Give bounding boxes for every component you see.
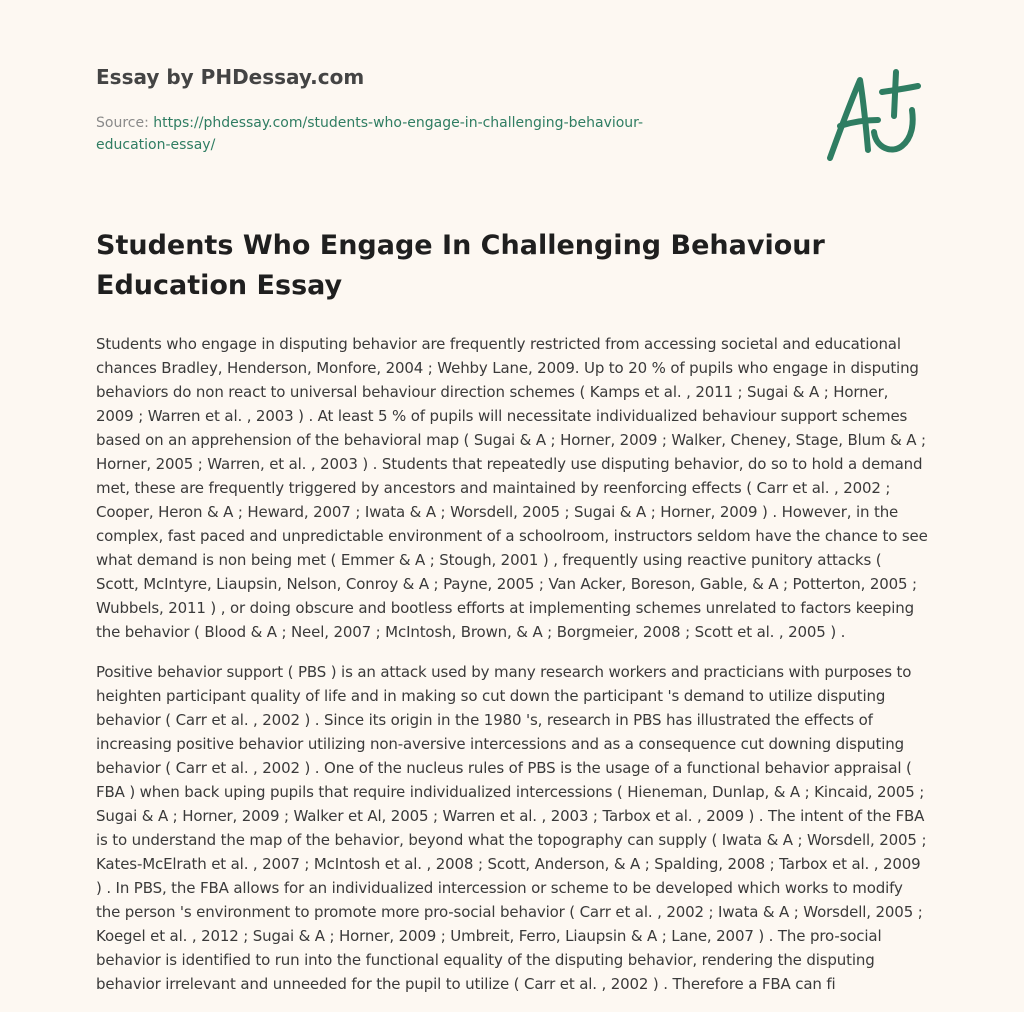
- article-paragraph: Positive behavior support ( PBS ) is an attack used by many research workers and practicians with purposes to heighten participant quality of life and in making so cut down the participant 's demand to utilize disputing behavior ( Carr et al. , 2002 ) . Since its origin in the 1980 's, research in PBS has illustrated the effects of increasing positive behavior utilizing non-aversive intercessions and as a consequence cut downing disputing behavior ( Carr et al. , 2002 ) . One of the nucleus rules of PBS is the usage of a functional behavior appraisal ( FBA ) when back uping pupils that require individualized intercessions ( Hieneman, Dunlap, & A ; Kincaid, 2005 ; Sugai & A ; Horner, 2009 ; Walker et Al, 2005 ; Warren et al. , 2003 ; Tarbox et al. , 2009 ) . The intent of the FBA is to understand the map of the behavior, beyond what the topography can supply ( Iwata & A ; Worsdell, 2005 ; Kates-McElrath et al. , 2007 ; McIntosh et al. , 2008 ; Scott, Anderson, & A ; Spalding, 2008 ; Tarbox et al. , 2009 ) . In PBS, the FBA allows for an individualized intercession or scheme to be developed which works to modify the person 's environment to promote more pro-social behavior ( Carr et al. , 2002 ; Iwata & A ; Worsdell, 2005 ; Koegel et al. , 2012 ; Sugai & A ; Horner, 2009 ; Umbreit, Ferro, Liaupsin & A ; Lane, 2007 ) . The pro-social behavior is identified to run into the functional equality of the disputing behavior, rendering the disputing behavior irrelevant and unneeded for the pupil to utilize ( Carr et al. , 2002 ) . Therefore a FBA can fi: [96, 663, 927, 993]
- page-header: [96, 64, 716, 156]
- source-link[interactable]: https://phdessay.com/students-who-engage-in-challenging-behaviour-education-essay/: [96, 115, 644, 153]
- site-title: Essay by PHDessay.com: [96, 65, 365, 89]
- a-plus-grade-icon: [822, 66, 932, 166]
- source-label: Source:: [96, 115, 149, 131]
- source-line: [96, 112, 716, 156]
- article-title: Students Who Engage In Challenging Behaviour Education Essay: [96, 230, 825, 301]
- article-paragraph: Students who engage in disputing behavior are frequently restricted from accessing societal and educational chances Bradley, Henderson, Monfore, 2004 ; Wehby Lane, 2009. Up to 20 % of pupils who engage in disputing behaviors do non react to universal behaviour direction schemes ( Kamps et al. , 2011 ; Sugai & A ; Horner, 2009 ; Warren et al. , 2003 ) . At least 5 % of pupils will necessitate individualized behaviour support schemes based on an apprehension of the behavioral map ( Sugai & A ; Horner, 2009 ; Walker, Cheney, Stage, Blum & A ; Horner, 2005 ; Warren, et al. , 2003 ) . Students that repeatedly use disputing behavior, do so to hold a demand met, these are frequently triggered by ancestors and maintained by reenforcing effects ( Carr et al. , 2002 ; Cooper, Heron & A ; Heward, 2007 ; Iwata & A ; Worsdell, 2005 ; Sugai & A ; Horner, 2009 ) . However, in the complex, fast paced and unpredictable environment of a schoolroom, instructors seldom have the chance to see what demand is non being met ( Emmer & A ; Stough, 2001 ) , frequently using reactive punitory attacks ( Scott, McIntyre, Liaupsin, Nelson, Conroy & A ; Payne, 2005 ; Van Acker, Boreson, Gable, & A ; Potterton, 2005 ; Wubbels, 2011 ) , or doing obscure and bootless efforts at implementing schemes unrelated to factors keeping the behavior ( Blood & A ; Neel, 2007 ; McIntosh, Brown, & A ; Borgmeier, 2008 ; Scott et al. , 2005 ) .: [96, 335, 928, 641]
- article: [96, 226, 928, 1012]
